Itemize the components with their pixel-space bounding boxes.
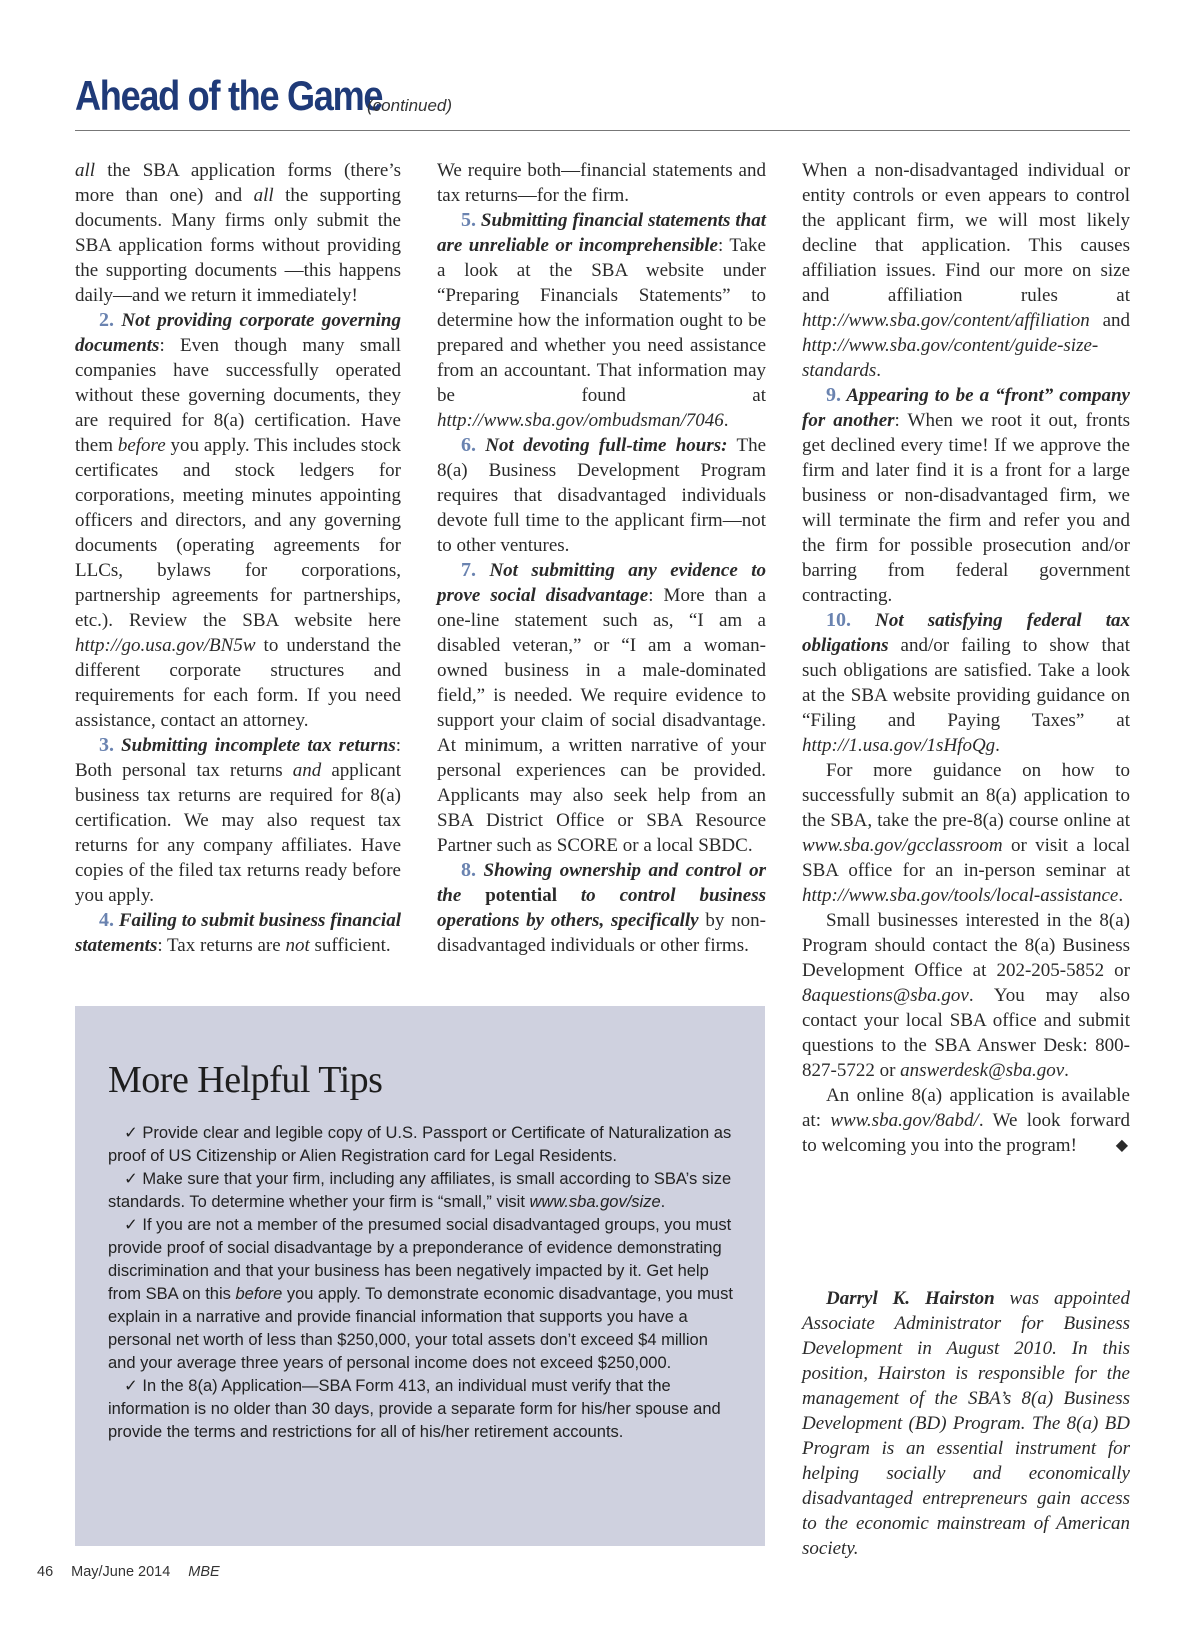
gcclassroom-link[interactable]: www.sba.gov/gcclassroom: [802, 835, 1003, 856]
magazine-name: MBE: [188, 1564, 220, 1580]
tip-item: ✓ If you are not a member of the presumed social disadvantaged groups, you must provide proof of social disadvantage by a preponderance of evidence demonstrating discrimination and that your business has been negatively impacted by it. Get help from SBA on this before you apply. To demonstrate economic disadvantage, you must explain in a narrative and provide financial information that supports you have a personal net worth of less than $250,000, your total assets don’t exceed $4 million and your average three years of personal income does not exceed $250,000.: [108, 1216, 733, 1372]
column-2: [437, 158, 766, 958]
size-standards-link[interactable]: http://www.sba.gov/content/guide-size-standards: [802, 335, 1099, 381]
issue-date: May/June 2014: [71, 1564, 171, 1580]
helpful-tips-box: [75, 1006, 765, 1546]
paragraph: For more guidance on how to successfully submit an 8(a) application to the SBA, take the pre-8(a) course online at www.sba.gov/gcclassroom or visit a local SBA office for an in-person seminar at http://www.sba.gov/tools/local-assistance.: [802, 760, 1130, 906]
tip-4: 4. Failing to submit business financial statements: Tax returns are not sufficient.: [75, 909, 401, 956]
bio-text: Darryl K. Hairston was appointed Associate Administrator for Business Development in August 2010. In this position, Hairston is responsible for the management of the SBA’s 8(a) Business Development (BD) Program. The 8(a) BD Program is an essential instrument for helping socially and economically disadvantaged entrepreneurs gain access to the economic mainstream of American society.: [802, 1288, 1130, 1559]
page-number: 46: [37, 1564, 54, 1580]
tip-item: ✓ Make sure that your firm, including any affiliates, is small according to SBA’s size standards. To determine whether your firm is “small,” visit www.sba.gov/size.: [108, 1170, 732, 1211]
tip-8: 8. Showing ownership and control or the potential to control business operations by others, specifically by non-disadvantaged individuals or other firms.: [437, 859, 767, 956]
size-link[interactable]: www.sba.gov/size: [529, 1193, 661, 1211]
tips-list: [108, 1122, 733, 1444]
paragraph: When a non-disadvantaged individual or entity controls or even appears to control the applicant firm, we will most likely decline that application. This causes affiliation issues. Find our more on size and affiliation rules at http://www.sba.gov/content/affiliation and http://www.sba.gov/content/guide-size-standards.: [802, 160, 1130, 381]
tip-7: 7. Not submitting any evidence to prove social disadvantage: More than a one-line statement such as, “I am a disabled veteran,” or “I am a woman-owned business in a male-dominated field,” is needed. We require evidence to support your claim of social disadvantage. At minimum, a written narrative of your personal experiences can be provided. Applicants may also seek help from an SBA District Office or SBA Resource Partner such as SCORE or a local SBDC.: [437, 559, 766, 856]
affiliation-link[interactable]: http://www.sba.gov/content/affiliation: [802, 310, 1090, 331]
paragraph: An online 8(a) application is available at: www.sba.gov/8abd/. We look forward to welcoming you into the program! ◆: [802, 1085, 1130, 1156]
tip-3: 3. Submitting incomplete tax returns: Both personal tax returns and applicant business tax returns are required for 8(a) certification. We may also request tax returns for any company affiliates. Have copies of the filed tax returns ready before you apply.: [75, 734, 401, 906]
tip-5: 5. Submitting financial statements that are unreliable or incomprehensible: Take a look at the SBA website under “Preparing Financials Statements” to determine how the information ought to be prepared and whether you need assistance from an accountant. That information may be found at http://www.sba.gov/ombudsman/7046.: [437, 209, 766, 431]
column-3: [802, 158, 1130, 1158]
8abd-link[interactable]: www.sba.gov/8abd/: [830, 1110, 979, 1131]
sba-link[interactable]: http://go.usa.gov/BN5w: [75, 635, 256, 656]
8aquestions-email-link[interactable]: 8aquestions@sba.gov: [802, 985, 969, 1006]
page-subtitle: (continued): [367, 96, 453, 115]
ombudsman-link[interactable]: http://www.sba.gov/ombudsman/7046: [437, 410, 724, 431]
tip-item: ✓ Provide clear and legible copy of U.S. Passport or Certificate of Naturalization as proof of US Citizenship or Alien Registration card for Legal Residents.: [108, 1124, 732, 1165]
page-footer: [37, 1564, 238, 1580]
tip-item: ✓ In the 8(a) Application—SBA Form 413, an individual must verify that the information is no older than 30 days, provide a separate form for his/her spouse and provide the terms and restrictions for all of his/her retirement accounts.: [108, 1377, 721, 1441]
answerdesk-email-link[interactable]: answerdesk@sba.gov: [900, 1060, 1065, 1081]
tips-title: More Helpful Tips: [108, 1059, 383, 1101]
paragraph: all the SBA application forms (there’s more than one) and all the supporting documents. Many firms only submit the SBA application forms without providing the supporting documents —this happens daily—and we return it immediately!: [75, 160, 401, 306]
end-mark-icon: ◆: [1115, 1137, 1128, 1154]
tip-10: 10. Not satisfying federal tax obligations and/or failing to show that such obligations are satisfied. Take a look at the SBA website providing guidance on “Filing and Paying Taxes” at http://1.usa.gov/1sHfoQg.: [802, 609, 1130, 756]
tip-2: 2. Not providing corporate governing documents: Even though many small companies have successfully operated without these governing documents, they are required for 8(a) certification. Have them before you apply. This includes stock certificates and stock ledgers for corporations, meeting minutes appointing officers and directors, and any governing documents (operating agreements for LLCs, bylaws for corporations, partnership agreements for partnerships, etc.). Review the SBA website here http://go.usa.gov/BN5w to understand the different corporate structures and requirements for each form. If you need assistance, contact an attorney.: [75, 309, 401, 731]
page-header: [75, 68, 1130, 131]
paragraph: Small businesses interested in the 8(a) Program should contact the 8(a) Business Development Office at 202-205-5852 or 8aquestions@sba.gov. You may also contact your local SBA office and submit questions to the SBA Answer Desk: 800-827-5722 or answerdesk@sba.gov.: [802, 910, 1130, 1081]
tip-9: 9. Appearing to be a “front” company for another: When we root it out, fronts get declined every time! If we approve the firm and later find it is a front for a large business or non-disadvantaged firm, we will terminate the firm and refer you and the firm for possible prosecution and/or barring from federal government contracting.: [802, 384, 1130, 606]
column-1: [75, 158, 401, 958]
taxes-link[interactable]: http://1.usa.gov/1sHfoQg: [802, 735, 996, 756]
tip-6: 6. Not devoting full-time hours: The 8(a) Business Development Program requires that disadvantaged individuals devote full time to the applicant firm—not to other ventures.: [437, 434, 766, 556]
author-name: Darryl K. Hairston: [826, 1288, 995, 1309]
paragraph: We require both—financial statements and tax returns—for the firm.: [437, 160, 766, 206]
local-assistance-link[interactable]: http://www.sba.gov/tools/local-assistance: [802, 885, 1119, 906]
page-title: Ahead of the Game: [75, 72, 383, 119]
author-bio: [802, 1286, 1130, 1561]
